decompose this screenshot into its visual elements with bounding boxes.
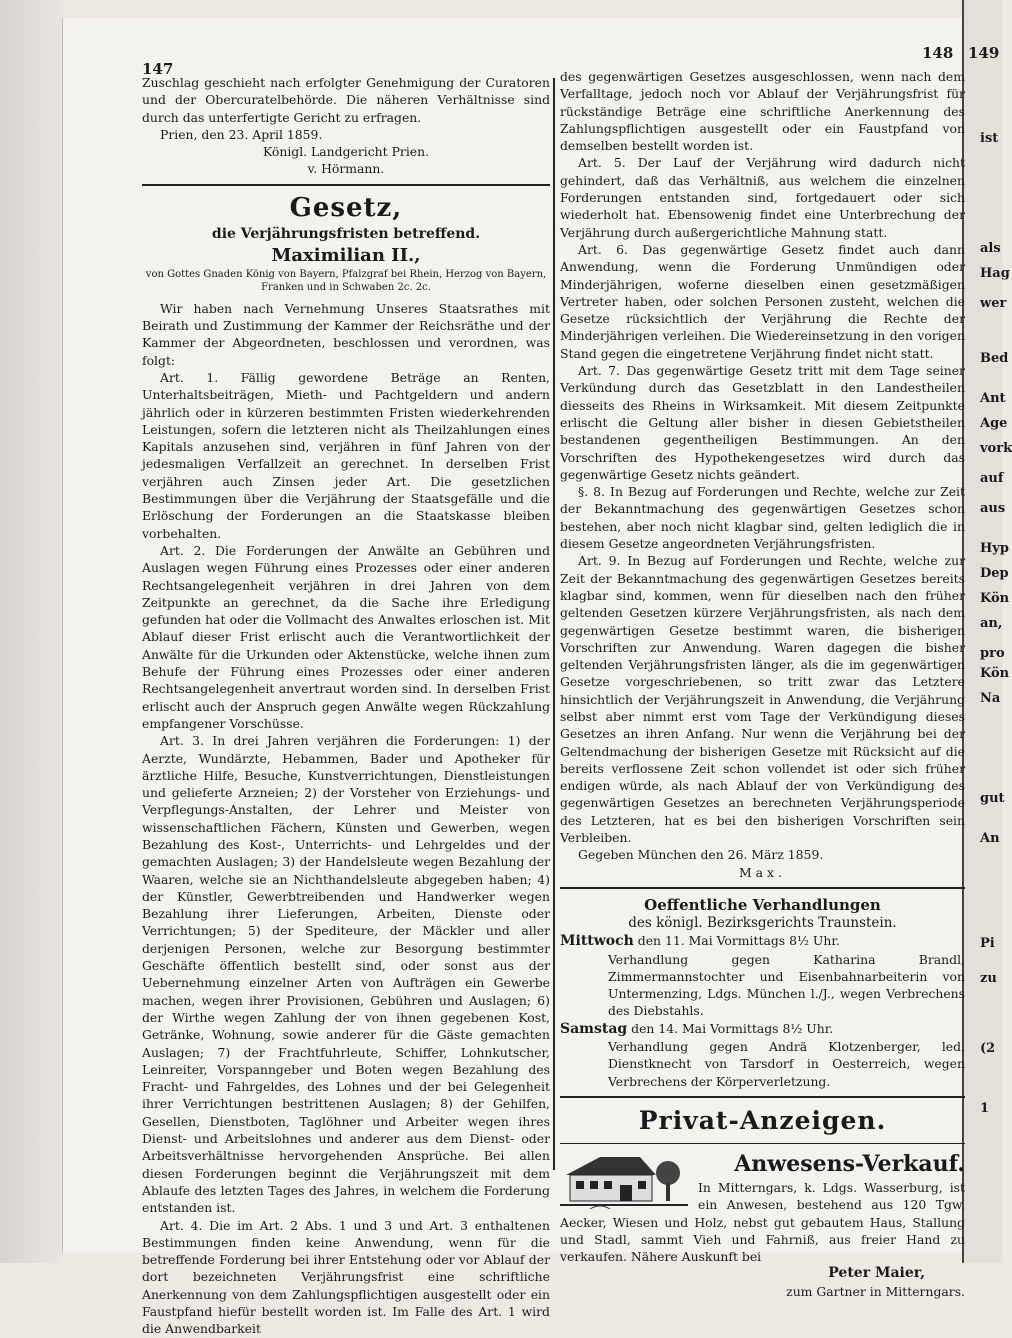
edge-fragment: vork: [980, 441, 1012, 456]
notice-court: Königl. Landgericht Prien.: [262, 144, 430, 160]
hearing-day: Samstag: [560, 1020, 628, 1037]
sovereign-name: Maximilian II.,: [271, 244, 421, 266]
private-ads-title: Privat-Anzeigen.: [638, 1105, 887, 1135]
section-rule: [560, 1096, 965, 1098]
sovereign-title: von Gottes Gnaden König von Bayern, Pfalzgraf bei Rhein, Herzog von Bayern, Franken und in Schwaben 2c. 2c.: [145, 268, 547, 293]
law-article-5: Art. 5. Der Lauf der Verjährung wird dadurch nicht gehindert, daß das Verhältniß, aus welchem die einzelnen Forderungen entstanden sind, fortgedauert oder sich wiederholt hat. Ebensowenig findet eine Unterbrechung der Verjährung durch außergerichtliche Mahnung statt.: [560, 155, 965, 240]
page-number-left: 147: [142, 60, 174, 78]
edge-fragment: An: [980, 831, 1000, 846]
law-article-7: Art. 7. Das gegenwärtige Gesetz tritt mit dem Tage seiner Verkündung durch das Gesetzblatt in den Landestheilen diesseits des Rheins in Wirksamkeit. Mit diesem Zeitpunkte erlischt die Geltung aller bisher in diesen Gebietstheilen bestandenen gegentheiligen Bestimmungen. An den Vorschriften des Hypothekengesetzes wird durch das gegenwärtige Gesetz nichts geändert.: [560, 363, 965, 482]
column-divider: [553, 78, 555, 1170]
edge-fragment: pro: [980, 646, 1005, 661]
notice-signature: v. Hörmann.: [307, 161, 385, 177]
section-rule: [142, 184, 550, 186]
ads-rule: [560, 1143, 965, 1144]
page-number-right: 148: [922, 44, 954, 62]
law-article-3: Art. 3. In drei Jahren verjähren die Forderungen: 1) der Aerzte, Wundärzte, Hebammen, Bader und Apotheker für ärztliche Hilfe, Besuche, Kunstverrichtungen, Dienstleistungen und gelieferte Arzneien; 2) der Vorsteher von Erziehungs- und Verpflegungs-Anstalten, der Lehrer und Meister von wissenschaftlichen Fächern, Künsten und Gewerben, wegen Bezahlung des Kost-, Unterrichts- und Lehrgeldes und der gemachten Auslagen; 3) der Handelsleute wegen Bezahlung der Waaren, welche sie an Nichthandelsleute abgegeben haben; 4) der Künstler, Gewerbtreibenden und Handwerker wegen Bezahlung ihrer Lieferungen, Arbeiten, Dienste oder Verrichtungen; 5) der Spediteure, der Mäckler und aller derjenigen Personen, welche zur Besorgung bestimmter Geschäfte öffentlich bestellt sind, oder sonst aus der Uebernehmung einzelner Arten von Aufträgen ein Gewerbe machen, wegen ihrer Provisionen, Gebühren und Auslagen; 6) der Wirthe wegen Zahlung der von ihnen gegebenen Kost, Getränke, Wohnung, sowie anderer für die Gäste gemachten Auslagen; 7) der Frachtfuhrleute, Schiffer, Lohnkutscher, Leinreiter, Vorspanngeber und Boten wegen Bezahlung des Fracht- und Fahrgeldes, des Lohnes und der bei Gelegenheit ihrer Verrichtungen bestrittenen Auslagen; 8) der Gehilfen, Gesellen, Dienstboten, Taglöhner und Arbeiter wegen ihres Dienst- und Arbeitslohnes und anderer aus dem Dienst- oder Arbeitsverhältnisse hervorgehenden Ansprüche. Bei allen diesen Forderungen beginnt die Verjährungszeit mit dem Ablaufe des letzten Tages des Jahres, in welchem die Forderung entstanden ist.: [142, 733, 550, 1216]
law-signature: Max.: [738, 864, 786, 880]
edge-fragment: Hag: [980, 266, 1010, 281]
sale-title: Anwesens-Verkauf.: [734, 1150, 965, 1177]
law-subtitle: die Verjährungsfristen betreffend.: [211, 225, 481, 242]
edge-fragment: Dep: [980, 566, 1009, 581]
law-article-4: Art. 4. Die im Art. 2 Abs. 1 und 3 und Art. 3 enthaltenen Bestimmungen finden keine Anwendung, wenn für die betreffende Forderung bei ihrer Entstehung oder vor Ablauf der dort bezeichneten Verjährungsfrist eine schriftliche Anerkennung von dem Zahlungspflichtigen ausgestellt oder ein Faustpfand hiefür bestellt worden ist. Im Falle des Art. 1 wird die Anwendbarkeit: [142, 1217, 550, 1337]
law-preamble: Wir haben nach Vernehmung Unseres Staatsrathes mit Beirath und Zustimmung der Kammer der Reichsräthe und der Kammer der Abgeordneten, beschlossen und verordnen, was folgt:: [142, 300, 550, 368]
page-number-edge: 149: [968, 44, 1000, 62]
hearing-date: den 14. Mai Vormittags 8½ Uhr.: [631, 1020, 834, 1036]
law-article-1: Art. 1. Fällig gewordene Beträge an Renten, Unterhaltsbeiträgen, Mieth- und Pachtgeldern und andern jährlich oder in kürzeren bestimmten Fristen wiederkehrenden Leistungen, sofern die letzteren nicht als Theilzahlungen eines Kapitals anzusehen sind, verjähren in fünf Jahren von der jedesmaligen Verfallzeit an gerechnet. In derselben Frist verjähren auch Zinsen jeder Art. Die gesetzlichen Bestimmungen über die Verjährung der Staatsgefälle und die Erlöschung der Forderungen an die Staatskasse bleiben vorbehalten.: [142, 369, 550, 541]
edge-fragment: Age: [980, 416, 1008, 431]
farmhouse-illustration: [560, 1151, 688, 1213]
edge-fragment: an,: [980, 616, 1003, 631]
left-column: [142, 74, 550, 1338]
auction-notice-text: Zuschlag geschieht nach erfolgter Genehmigung der Curatoren und der Obercuratelbehörde. Die näheren Verhältnisse sind durch das unterfertigte Gericht zu erfragen.: [142, 75, 550, 125]
law-given-date: Gegeben München den 26. März 1859.: [578, 847, 824, 863]
contact-name: Peter Maier,: [828, 1265, 925, 1282]
law-article-4-cont: des gegenwärtigen Gesetzes ausgeschlossen, wenn nach dem Verfalltage, jedoch noch vor Ablauf der Verjährungsfrist für rückständige Beträge eine schriftliche Anerkennung des Zahlungspflichtigen ausgestellt oder ein Faustpfand von demselben bestellt worden ist.: [560, 69, 965, 154]
hearings-court: des königl. Bezirksgerichts Traunstein.: [628, 914, 897, 931]
sale-text: In Mitterngars, k. Ldgs. Wasserburg, ist ein Anwesen, bestehend aus 120 Tgw. Aecker, Wiesen und Holz, nebst gut gebautem Haus, Stallung und Stadl, sammt Vieh und Fahrniß, aus freier Hand zu verkaufen. Nähere Auskunft bei: [560, 1179, 965, 1265]
hearing-description: Verhandlung gegen Andrä Klotzenberger, led. Dienstknecht von Tarsdorf in Oesterreich, wegen Verbrechens der Körperverletzung.: [608, 1039, 965, 1089]
edge-fragment: Kön: [980, 666, 1010, 681]
law-title: Gesetz,: [289, 192, 403, 223]
right-column: [560, 68, 965, 1300]
notice-date: Prien, den 23. April 1859.: [160, 126, 323, 142]
edge-fragment: als: [980, 241, 1001, 256]
law-article-6: Art. 6. Das gegenwärtige Gesetz findet auch dann Anwendung, wenn die Forderung Unmündigen oder Minderjährigen, woferne dieselben einen gesetzmäßigen Vertreter haben, oder solchen Personen zusteht, welchen die Gesetze rücksichtlich der Verjährung die Rechte der Minderjährigen verleihen. Die Wiedereinsetzung in den vorigen Stand gegen die eingetretene Verjährung findet nicht statt.: [560, 241, 965, 361]
edge-fragment: Pi: [980, 936, 995, 951]
hearing-day: Mittwoch: [560, 933, 634, 950]
edge-fragment: Na: [980, 691, 1001, 706]
edge-fragment: Kön: [980, 591, 1010, 606]
edge-fragment: wer: [980, 296, 1007, 311]
law-article-2: Art. 2. Die Forderungen der Anwälte an Gebühren und Auslagen wegen Führung eines Prozesses oder einer anderen Rechtsangelegenheit verjähren in drei Jahren von dem Zeitpunkte an gerechnet, da die Sache ihre Erledigung gefunden hat oder die Vollmacht des Anwaltes erloschen ist. Mit Ablauf dieser Frist erlischt auch die Verantwortlichkeit der Anwälte für die Urkunden oder Aktenstücke, welche ihnen zum Behufe der Führung eines Prozesses oder einer anderen Rechtsangelegenheit anvertraut worden sind. In derselben Frist erlischt auch der Anspruch gegen Anwälte wegen Rückzahlung empfangener Vorschüsse.: [142, 542, 550, 731]
contact-place: zum Gartner in Mitterngars.: [786, 1283, 965, 1299]
edge-fragment: ist: [980, 131, 999, 146]
next-page-edge: [962, 0, 1012, 1263]
edge-fragment: Hyp: [980, 541, 1009, 556]
hearing-description: Verhandlung gegen Katharina Brandl, Zimmermannstochter und Eisenbahnarbeiterin von Untermenzing, Ldgs. München l./J., wegen Verbrechens des Diebstahls.: [608, 951, 965, 1019]
law-article-9: Art. 9. In Bezug auf Forderungen und Rechte, welche zur Zeit der Bekanntmachung des gegenwärtigen Gesetzes bereits klagbar sind, kommen, wenn für dieselben nach den früher geltenden Gesetzen kürzere Verjährungsfristen, als nach dem gegenwärtigen Gesetze bestimmt waren, die bisherigen Vorschriften zur Anwendung. Waren dagegen die bisher geltenden Verjährungsfristen länger, als die im gegenwärtigen Gesetze vorgeschriebenen, so tritt zwar das Letztere hinsichtlich der Verjährungszeit in Anwendung, die Verjährung selbst aber nimmt erst vom Tage der Verkündigung dieses Gesetzes an ihren Anfang. Nur wenn die Verjährung bei der Geltendmachung der bisherigen Gesetze mit Rücksicht auf die bereits verflossene Zeit schon vollendet ist oder sich früher endigen würde, als nach Ablauf der von Verkündigung des gegenwärtigen Gesetzes an berechneten Verjährungsperiode des Letzteren, hat es bei den bisherigen Vorschriften sein Verbleiben.: [560, 553, 965, 846]
law-section-8: §. 8. In Bezug auf Forderungen und Rechte, welche zur Zeit der Bekanntmachung des gegenwärtigen Gesetzes schon bestehen, aber noch nicht klagbar sind, gelten lediglich die in diesem Gesetze angeordneten Verjährungsfristen.: [560, 484, 965, 552]
edge-fragment: zu: [980, 971, 997, 986]
edge-fragment: (2: [980, 1041, 996, 1056]
edge-fragment: Ant: [980, 391, 1006, 406]
edge-fragment: auf: [980, 471, 1004, 486]
hearing-date: den 11. Mai Vormittags 8½ Uhr.: [637, 933, 840, 949]
hearings-title: Oeffentliche Verhandlungen: [644, 895, 881, 914]
section-rule: [560, 887, 965, 889]
edge-fragment: aus: [980, 501, 1006, 516]
scan-left-margin: [0, 0, 62, 1263]
edge-fragment: 1: [980, 1101, 990, 1116]
edge-fragment: gut: [980, 791, 1005, 806]
edge-fragment: Bed: [980, 351, 1009, 366]
